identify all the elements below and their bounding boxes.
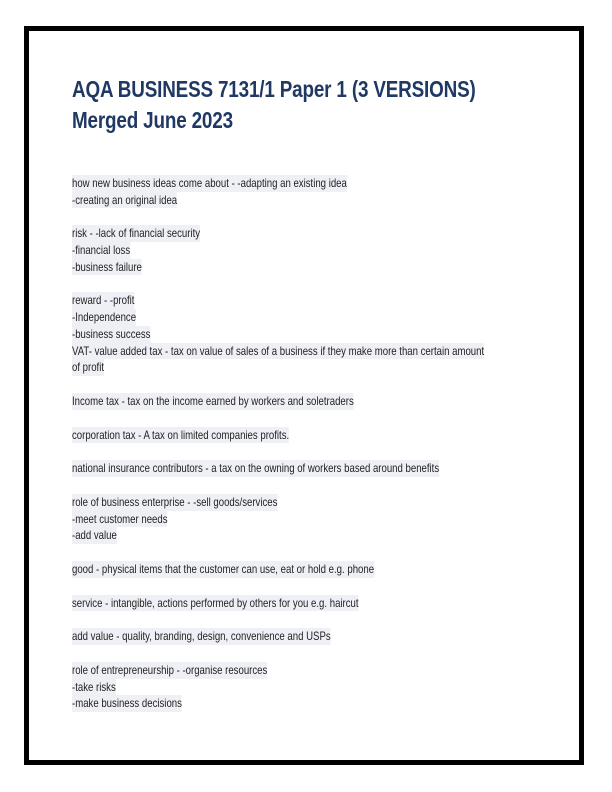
title-line-2: Merged June 2023 bbox=[72, 107, 233, 133]
entry-income-tax bbox=[72, 393, 592, 410]
entry-business-ideas bbox=[72, 175, 592, 208]
text-line: -Independence bbox=[72, 310, 137, 325]
entry-reward-vat bbox=[72, 292, 592, 375]
text-line: -business success bbox=[72, 326, 151, 341]
text-line: -make business decisions bbox=[72, 696, 182, 711]
entry-good bbox=[72, 561, 592, 578]
text-line: of profit bbox=[72, 360, 105, 375]
text-line: -creating an original idea bbox=[72, 192, 178, 207]
document-body bbox=[72, 175, 592, 712]
entry-corporation-tax bbox=[72, 427, 592, 444]
text-line: role of entrepreneurship - -organise resources bbox=[72, 663, 268, 678]
text-line: -financial loss bbox=[72, 243, 131, 258]
text-line: reward - -profit bbox=[72, 293, 135, 308]
text-line: -meet customer needs bbox=[72, 511, 168, 526]
text-line: -business failure bbox=[72, 259, 142, 274]
text-line: -add value bbox=[72, 528, 117, 543]
text-line: add value - quality, branding, design, convenience and USPs bbox=[72, 629, 331, 644]
document-title bbox=[72, 74, 476, 136]
text-line: corporation tax - A tax on limited companies profits. bbox=[72, 427, 290, 442]
text-line: national insurance contributors - a tax on the owning of workers based around benefits bbox=[72, 461, 440, 476]
entry-entrepreneurship bbox=[72, 662, 592, 712]
entry-national-insurance bbox=[72, 460, 592, 477]
entry-business-enterprise bbox=[72, 494, 592, 544]
text-line: VAT- value added tax - tax on value of sales of a business if they make more than certain amount bbox=[72, 343, 485, 358]
text-line: good - physical items that the customer can use, eat or hold e.g. phone bbox=[72, 562, 375, 576]
entry-add-value bbox=[72, 628, 592, 645]
entry-risk bbox=[72, 225, 592, 275]
text-line: risk - -lack of financial security bbox=[72, 226, 201, 241]
text-line: Income tax - tax on the income earned by workers and soletraders bbox=[72, 393, 354, 408]
text-line: -take risks bbox=[72, 679, 116, 694]
text-line: role of business enterprise - -sell goods/services bbox=[72, 494, 278, 509]
title-line-1: AQA BUSINESS 7131/1 Paper 1 (3 VERSIONS) bbox=[72, 76, 476, 102]
text-line: how new business ideas come about - -adapting an existing idea bbox=[72, 176, 347, 190]
text-line: service - intangible, actions performed by others for you e.g. haircut bbox=[72, 595, 359, 610]
entry-service bbox=[72, 595, 592, 612]
